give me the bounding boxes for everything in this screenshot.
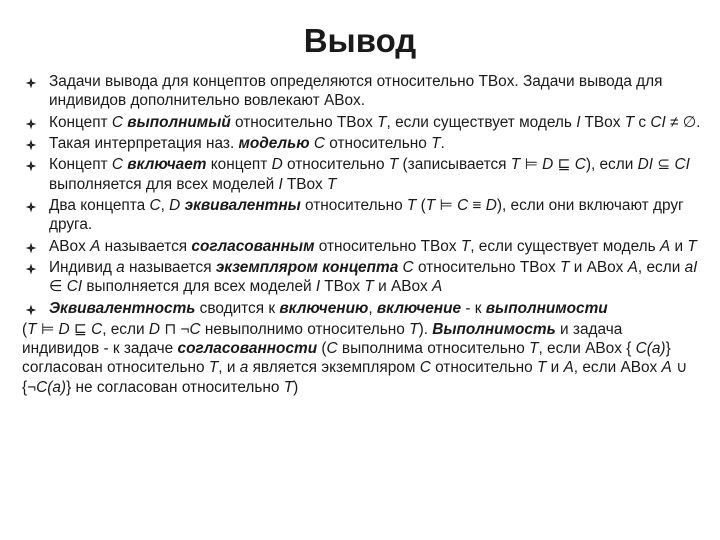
bullet-text: является экземпляром [248,359,420,377]
bullet-text: C [149,196,161,214]
bullet-text: I [576,113,581,131]
bullet-item [22,258,702,296]
term-emphasis: включение [376,299,462,317]
bullet-text: , если существует модель [386,113,577,131]
bullet-text: T [377,113,387,131]
bullet-text: Два концепта [49,196,150,214]
bullet-text: , и [218,359,240,377]
bullet-text: C [66,278,78,296]
bullet-text: a [684,258,694,276]
bullet-text: C(a) [635,340,666,358]
bullet-text: ) [293,378,299,396]
bullet-diamond-icon [25,201,37,213]
bullet-text: , если ABox { [538,340,636,358]
bullet-text: C [326,340,338,358]
bullet-diamond-icon [25,77,37,89]
bullet-text: T [624,113,635,131]
bullet-item [22,72,702,110]
bullet-text: a [116,258,125,276]
bullet-text: T [327,175,337,193]
bullet-text: сводится к [195,299,280,317]
bullet-text: C [111,113,124,131]
bullet-text: выполняется для всех моделей [49,175,279,193]
bullet-text: C [419,359,431,377]
bullet-text: (записывается [398,156,511,174]
term-emphasis: выполнимости [485,299,608,317]
bullet-text: T [560,258,570,276]
bullet-item [22,113,702,132]
bullet-text: называется [124,258,216,276]
bullet-text: ¬C(a) [27,378,67,396]
bullet-text: и ABox [373,278,433,296]
bullet-continuation [22,320,702,397]
bullet-text: , если ABox [573,359,662,377]
bullet-text: выполнима относительно [337,340,530,358]
bullet-text: - к [461,299,486,317]
bullet-text: T [406,196,417,214]
term-emphasis: выполнимый [127,113,231,131]
bullet-text: D ⊓ ¬C [148,320,201,338]
bullet-text: A [627,258,638,276]
bullet-text: } согласован относительно [22,340,671,377]
bullet-text: относительно TBox [230,113,378,131]
bullet-text: T [208,359,219,377]
bullet-item [22,237,702,256]
bullet-text: , [368,299,377,317]
term-emphasis: эквивалентны [184,196,301,214]
bullet-text: Задачи вывода для концептов определяются относительно TBox. Задачи вывода для индивидов дополнительно вовлекают ABox. [49,73,663,110]
bullet-text: ( [416,196,426,214]
bullet-text: } не согласован относительно [66,378,284,396]
bullet-text: a [239,359,249,377]
bullet-text: T [529,340,539,358]
bullet-text: T [283,378,294,396]
bullet-text: T ⊨ D ⊑ C [27,320,103,338]
bullet-text: относительно [300,196,407,214]
bullet-text: TBox [282,175,328,193]
bullet-text: , если [637,258,685,276]
term-emphasis: согласованности [177,340,318,358]
bullet-text: T [431,134,441,152]
bullet-text: C [650,113,662,131]
bullet-text: концепт [206,156,272,174]
term-emphasis: экземпляром концепта [215,258,399,276]
bullet-text: и задача индивидов - к задаче [22,320,623,358]
bullet-text: I [648,156,654,174]
bullet-text: I [693,258,698,276]
bullet-text: ( [22,320,28,338]
bullet-text: ∈ [49,278,67,296]
bullet-text: с [634,113,651,131]
bullet-text: Такая интерпретация наз. [49,134,239,152]
bullet-text: D [169,196,181,214]
bullet-text: I [661,113,666,131]
bullet-text: T [460,237,471,255]
bullet-text: и ABox [569,258,628,276]
bullet-diamond-icon [25,263,37,275]
bullet-text: I [315,278,321,296]
bullet-text: D [637,156,649,174]
bullet-text: TBox [320,278,365,296]
slide-title: Вывод [303,22,417,59]
bullet-text: ∪ { [22,359,688,396]
bullet-text: называется [100,237,192,255]
bullet-diamond-icon [25,242,37,254]
term-emphasis: включению [279,299,369,317]
bullet-text: C [674,156,686,174]
term-emphasis: Выполнимость [432,320,556,338]
bullet-text: T [409,320,419,338]
bullet-text: относительно [282,156,389,174]
bullet-item [22,134,702,153]
bullet-text: T [364,278,374,296]
bullet-text: T [536,359,547,377]
bullet-text: . [440,134,445,152]
bullet-text: T ⊨ C ≡ D [425,196,497,214]
bullet-text: выполняется для всех моделей [82,278,316,296]
bullet-text: , если существует модель [470,237,660,255]
bullet-diamond-icon [25,139,37,151]
bullet-text: I [685,156,690,174]
bullet-text: A [90,237,101,255]
bullet-text: ), если [585,156,638,174]
bullet-item [22,196,702,234]
term-emphasis: согласованным [191,237,315,255]
bullet-text: ). [418,320,433,338]
term-emphasis: моделью [238,134,310,152]
term-emphasis: включает [127,156,207,174]
bullet-text: T [687,237,697,255]
bullet-text: и [670,237,688,255]
bullet-text: ABox [49,237,91,255]
bullet-text: T [388,156,399,174]
bullet-text: Индивид [49,258,117,276]
bullet-text: A [563,359,574,377]
bullet-diamond-icon [25,118,37,130]
bullet-text: C [313,134,325,152]
bullet-text: A [661,359,672,377]
bullet-text: , [160,196,170,214]
bullet-item [22,299,702,318]
bullet-text: относительно [430,359,537,377]
bullet-text: Концепт [49,156,112,174]
bullet-text: A [659,237,671,255]
bullet-text: и [546,359,564,377]
term-emphasis: Эквивалентность [49,299,196,317]
bullet-text: относительно TBox [314,237,461,255]
bullet-text: C [111,156,124,174]
bullet-text: относительно TBox [413,258,561,276]
bullet-text: A [432,278,443,296]
bullet-text: I [278,175,283,193]
bullet-text: невыполнимо относительно [200,320,410,338]
bullet-text: относительно [324,134,432,152]
bullet-diamond-icon [25,160,37,172]
bullet-text: I [77,278,83,296]
bullet-item [22,155,702,193]
bullet-text: Концепт [49,113,112,131]
continuation-text [22,321,687,396]
bullet-diamond-icon [25,304,37,316]
bullet-text: ≠ ∅. [665,113,701,131]
bullet-text: ), если они включают друг друга. [49,196,684,234]
bullet-text: ( [317,340,327,358]
bullet-text: D [271,156,283,174]
bullet-text: ⊆ [653,156,675,174]
bullet-list [22,72,702,399]
bullet-text: , если [102,320,149,338]
bullet-text: C [402,258,414,276]
bullet-text: TBox [580,113,625,131]
bullet-text: T ⊨ D ⊑ C [510,156,586,174]
